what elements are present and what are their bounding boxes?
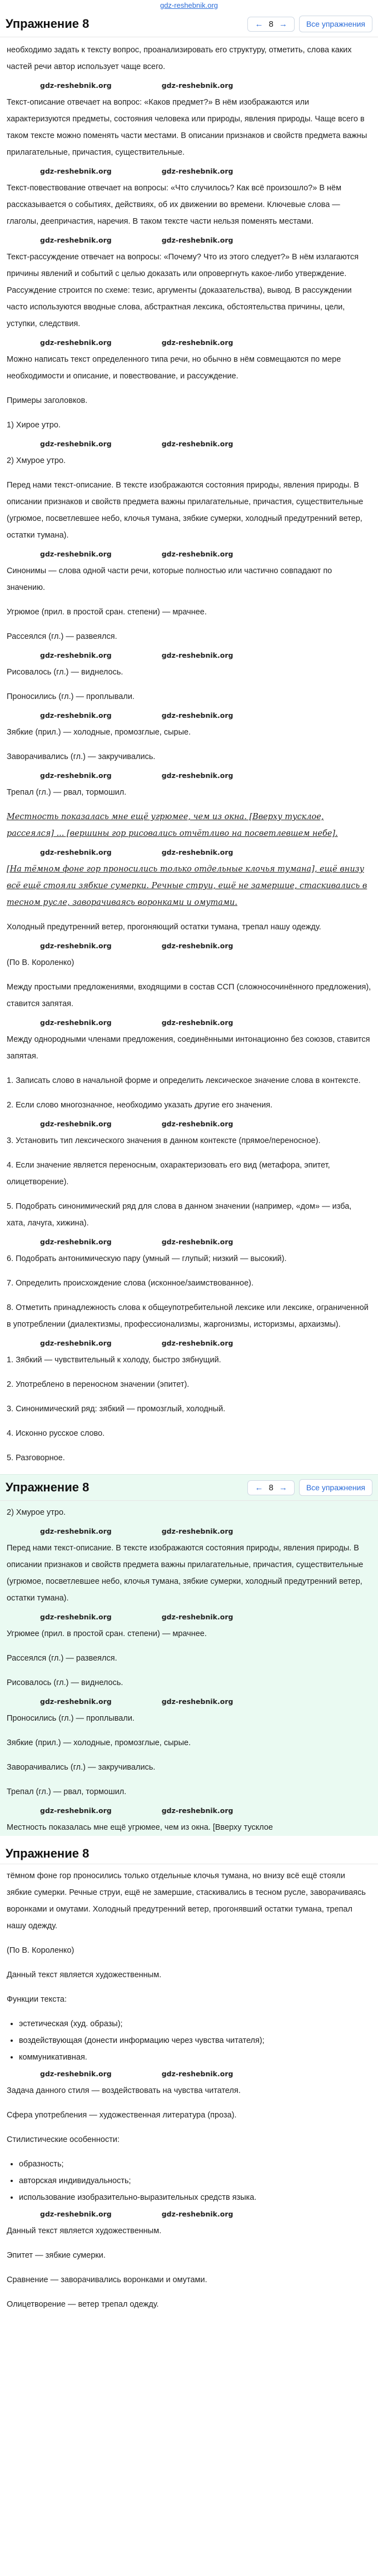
paragraph: 7. Определить происхождение слова (исконное/заимствованное). bbox=[7, 1279, 254, 1288]
watermark-line bbox=[7, 649, 371, 662]
watermark: gdz-reshebnik.org bbox=[40, 2070, 112, 2078]
watermark: gdz-reshebnik.org bbox=[161, 1697, 233, 1706]
exercise-header bbox=[0, 11, 378, 37]
watermark-line bbox=[7, 1525, 371, 1538]
paragraph: Примеры заголовков. bbox=[7, 396, 88, 405]
solution-content-repeat bbox=[0, 1501, 378, 1836]
paragraph: 2. Употреблено в переносном значении (эпитет). bbox=[7, 1380, 190, 1389]
watermark: gdz-reshebnik.org bbox=[40, 1806, 112, 1815]
paragraph: Угрюмое (прил. в простой сран. степени) — мрачнее. bbox=[7, 608, 207, 617]
exercise-number: 8 bbox=[268, 19, 273, 29]
watermark: gdz-reshebnik.org bbox=[40, 771, 112, 780]
watermark: gdz-reshebnik.org bbox=[161, 338, 233, 347]
paragraph: Текст-повествование отвечает на вопросы: «Что случилось? Как всё произошло?» В нём рассказывается о событиях, действиях, об их движении во времени. Ключевые слова — глаголы, деепричастия, наречия. В таком тексте части нельзя поменять местами. bbox=[7, 184, 342, 226]
watermark: gdz-reshebnik.org bbox=[161, 440, 233, 448]
paragraph: Эпитет — зябкие сумерки. bbox=[7, 2251, 106, 2260]
pager bbox=[247, 1480, 294, 1495]
paragraph: Рисовалось (гл.) — виднелось. bbox=[7, 1678, 123, 1687]
paragraph: Перед нами текст-описание. В тексте изображаются состояния природы, явления природы. В описании признаков и свойств предмета важны прилагательные, причастия, существительные (угрюмое, посветлевшее небо, клочья тумана, зябкие сумерки, холодный предутренний ветер, остатки тумана). bbox=[7, 481, 364, 540]
paragraph: Сфера употребления — художественная литература (проза). bbox=[7, 2111, 237, 2120]
watermark: gdz-reshebnik.org bbox=[161, 236, 233, 244]
watermark-line bbox=[7, 1337, 371, 1349]
paragraph: Текст-описание отвечает на вопрос: «Каков предмет?» В нём изображаются или характеризуются предметы, состояния человека или природы, явления природы. Чаще всего в таком тексте можно поменять части местами. В описании признаков и свойств предмета важны прилагательные, причастия, существительные. bbox=[7, 98, 367, 157]
watermark-line bbox=[7, 1805, 371, 1817]
watermark: gdz-reshebnik.org bbox=[161, 1120, 233, 1128]
paragraph: 2) Хмурое утро. bbox=[7, 1508, 66, 1517]
site-link[interactable]: gdz-reshebnik.org bbox=[160, 1, 218, 9]
list-item: • воздействующая (донести информацию через чувства читателя); bbox=[19, 2032, 371, 2049]
watermark-line bbox=[7, 438, 371, 450]
pager bbox=[247, 17, 294, 32]
watermark: gdz-reshebnik.org bbox=[161, 1806, 233, 1815]
watermark-line bbox=[7, 1236, 371, 1248]
watermark: gdz-reshebnik.org bbox=[40, 848, 112, 856]
list-item: • авторская индивидуальность; bbox=[19, 2173, 371, 2189]
paragraph: Между простыми предложениями, входящими в состав ССП (сложносочинённого предложения), ставится запятая. bbox=[7, 983, 371, 1008]
watermark: gdz-reshebnik.org bbox=[40, 338, 112, 347]
watermark-line bbox=[7, 940, 371, 952]
watermark: gdz-reshebnik.org bbox=[161, 1339, 233, 1347]
paragraph: 2) Хмурое утро. bbox=[7, 456, 66, 465]
watermark: gdz-reshebnik.org bbox=[161, 81, 233, 90]
paragraph: необходимо задать к тексту вопрос, проанализировать его структуру, отметить, слова каких частей речи автор использует чаще всего. bbox=[7, 46, 352, 71]
exercise-number: 8 bbox=[268, 1482, 273, 1493]
next-arrow-icon[interactable]: → bbox=[278, 19, 287, 29]
next-arrow-icon[interactable]: → bbox=[278, 1482, 287, 1493]
list-item: • использование изобразительно-выразительных средств языка. bbox=[19, 2189, 371, 2206]
page-title: Упражнение 8 bbox=[6, 17, 89, 31]
paragraph: 2. Если слово многозначное, необходимо указать другие его значения. bbox=[7, 1101, 273, 1110]
paragraph: Заворачивались (гл.) — закручивались. bbox=[7, 752, 156, 761]
paragraph: Рассеялся (гл.) — развеялся. bbox=[7, 632, 117, 641]
paragraph: Зябкие (прил.) — холодные, промозглые, сырые. bbox=[7, 728, 191, 737]
paragraph: 6. Подобрать антонимическую пару (умный — глупый; низкий — высокий). bbox=[7, 1254, 287, 1263]
sticky-header bbox=[0, 1474, 378, 1501]
watermark: gdz-reshebnik.org bbox=[161, 651, 233, 659]
header-nav bbox=[247, 16, 372, 32]
watermark-line bbox=[7, 80, 371, 92]
list-item: • образность; bbox=[19, 2156, 371, 2173]
watermark: gdz-reshebnik.org bbox=[40, 1339, 112, 1347]
paragraph: Между однородными членами предложения, соединёнными интонационно без союзов, ставится запятая. bbox=[7, 1035, 370, 1061]
paragraph: Заворачивались (гл.) — закручивались. bbox=[7, 1763, 156, 1772]
watermark-line bbox=[7, 165, 371, 178]
watermark: gdz-reshebnik.org bbox=[161, 1613, 233, 1621]
watermark-line bbox=[7, 337, 371, 349]
paragraph: Синонимы — слова одной части речи, которые полностью или частично совпадают по значению. bbox=[7, 567, 332, 592]
watermark-line bbox=[7, 548, 371, 560]
watermark: gdz-reshebnik.org bbox=[40, 1238, 112, 1246]
watermark: gdz-reshebnik.org bbox=[161, 2070, 233, 2078]
prev-arrow-icon[interactable]: ← bbox=[255, 1482, 263, 1493]
paragraph: Данный текст является художественным. bbox=[7, 1971, 162, 1979]
paragraph: Функции текста: bbox=[7, 1995, 67, 2004]
watermark-line bbox=[7, 1611, 371, 1623]
paragraph: Можно написать текст определенного типа речи, но обычно в нём совмещаются по мере необходимости и описание, и повествование, и рассуждение. bbox=[7, 355, 341, 381]
watermark-line bbox=[7, 1696, 371, 1708]
watermark: gdz-reshebnik.org bbox=[40, 236, 112, 244]
paragraph: Олицетворение — ветер трепал одежду. bbox=[7, 2300, 159, 2309]
paragraph: Проносились (гл.) — проплывали. bbox=[7, 692, 135, 701]
list-item: • эстетическая (худ. образы); bbox=[19, 2016, 371, 2032]
watermark: gdz-reshebnik.org bbox=[40, 440, 112, 448]
all-exercises-button[interactable]: Все упражнения bbox=[299, 16, 372, 32]
paragraph: Зябкие (прил.) — холодные, промозглые, сырые. bbox=[7, 1738, 191, 1747]
paragraph: 1. Записать слово в начальной форме и определить лексическое значение слова в контексте. bbox=[7, 1076, 361, 1085]
paragraph: Перед нами текст-описание. В тексте изображаются состояния природы, явления природы. В описании признаков и свойств предмета важны прилагательные, причастия, существительные (угрюмое, посветлевшее небо, клочья тумана, зябкие сумерки, холодный предутренний ветер, остатки тумана). bbox=[7, 1544, 364, 1603]
prev-arrow-icon[interactable]: ← bbox=[255, 19, 263, 29]
syntax-paragraph: [На тёмном фоне гор проносились только отдельные клочья тумана], ещё внизу всё ещё стояли зябкие сумерки. Речные струи, ещё не замершие, стаскивались в тесном русле, заворачиваясь воронками и омутами. bbox=[7, 865, 367, 907]
paragraph: 3. Установить тип лексического значения в данном контексте (прямое/переносное). bbox=[7, 1136, 321, 1145]
syntax-paragraph: Местность показалась мне ещё угрюмее, чем из окна. [Вверху тусклое, рассеялся] ... [вершины гор рисовались отчётливо на посветлевшем небе]. bbox=[7, 812, 338, 838]
watermark: gdz-reshebnik.org bbox=[40, 167, 112, 175]
paragraph: тёмном фоне гор проносились только отдельные клочья тумана, но внизу всё ещё стояли зябкие сумерки. Речные струи, ещё не замершие, стаскивались в тесном русле, заворачиваясь воронками и омутами. Холодный предутренний ветер, прогонявший остатки тумана, трепал нашу одежду. bbox=[7, 1871, 366, 1930]
watermark: gdz-reshebnik.org bbox=[40, 651, 112, 659]
paragraph: 5. Подобрать синонимический ряд для слова в данном значении (например, «дом» — изба, хата, лачуга, хижина). bbox=[7, 1202, 352, 1228]
header-nav bbox=[247, 1479, 372, 1496]
watermark: gdz-reshebnik.org bbox=[40, 1527, 112, 1535]
watermark-line bbox=[7, 1118, 371, 1130]
page-title: Упражнение 8 bbox=[6, 1480, 89, 1494]
watermark-line bbox=[7, 234, 371, 247]
watermark: gdz-reshebnik.org bbox=[40, 1697, 112, 1706]
watermark: gdz-reshebnik.org bbox=[161, 550, 233, 558]
paragraph: 5. Разговорное. bbox=[7, 1454, 65, 1462]
paragraph: (По В. Короленко) bbox=[7, 958, 74, 967]
paragraph: 1. Зябкий — чувствительный к холоду, быстро зябнущий. bbox=[7, 1356, 221, 1365]
exercise-header-bottom bbox=[0, 1844, 378, 1864]
solution-content-analysis bbox=[0, 1864, 378, 2313]
paragraph: 8. Отметить принадлежность слова к общеупотребительной лексике или лексике, ограниченной в употреблении (диалектизмы, профессионализмы, жаргонизмы, историзмы, архаизмы). bbox=[7, 1303, 369, 1329]
paragraph: Задача данного стиля — воздействовать на чувства читателя. bbox=[7, 2086, 241, 2095]
all-exercises-button[interactable]: Все упражнения bbox=[299, 1479, 372, 1496]
paragraph: Стилистические особенности: bbox=[7, 2135, 120, 2144]
features-list bbox=[7, 2156, 371, 2206]
watermark: gdz-reshebnik.org bbox=[40, 711, 112, 720]
paragraph: Угрюмее (прил. в простой сран. степени) — мрачнее. bbox=[7, 1629, 207, 1638]
watermark: gdz-reshebnik.org bbox=[161, 771, 233, 780]
watermark-line bbox=[7, 846, 371, 859]
watermark: gdz-reshebnik.org bbox=[161, 1018, 233, 1027]
solution-content bbox=[0, 37, 378, 1466]
paragraph: 4. Если значение является переносным, охарактеризовать его вид (метафора, эпитет, олицетворение). bbox=[7, 1161, 330, 1186]
paragraph: Рассеялся (гл.) — развеялся. bbox=[7, 1654, 117, 1663]
watermark: gdz-reshebnik.org bbox=[40, 2210, 112, 2218]
list-item: • коммуникативная. bbox=[19, 2049, 371, 2066]
watermark-line bbox=[7, 1017, 371, 1029]
paragraph: Местность показалась мне ещё угрюмее, чем из окна. [Вверху тусклое bbox=[7, 1823, 273, 1832]
paragraph: Проносились (гл.) — проплывали. bbox=[7, 1714, 135, 1723]
watermark: gdz-reshebnik.org bbox=[161, 1527, 233, 1535]
paragraph: Трепал (гл.) — рвал, тормошил. bbox=[7, 788, 127, 797]
watermark: gdz-reshebnik.org bbox=[161, 942, 233, 950]
watermark: gdz-reshebnik.org bbox=[40, 1018, 112, 1027]
watermark: gdz-reshebnik.org bbox=[40, 1613, 112, 1621]
watermark: gdz-reshebnik.org bbox=[161, 848, 233, 856]
watermark: gdz-reshebnik.org bbox=[161, 167, 233, 175]
paragraph: (По В. Короленко) bbox=[7, 1946, 74, 1955]
watermark: gdz-reshebnik.org bbox=[161, 1238, 233, 1246]
watermark: gdz-reshebnik.org bbox=[40, 81, 112, 90]
watermark-line bbox=[7, 2068, 371, 2080]
watermark-line bbox=[7, 770, 371, 782]
paragraph: 1) Хирое утро. bbox=[7, 421, 61, 430]
paragraph: Рисовалось (гл.) — виднелось. bbox=[7, 668, 123, 677]
watermark-line bbox=[7, 710, 371, 722]
watermark: gdz-reshebnik.org bbox=[161, 711, 233, 720]
paragraph: Данный текст является художественным. bbox=[7, 2227, 162, 2235]
watermark-line bbox=[7, 2208, 371, 2220]
paragraph: Трепал (гл.) — рвал, тормошил. bbox=[7, 1787, 127, 1796]
paragraph: Холодный предутренний ветер, прогоняющий остатки тумана, трепал нашу одежду. bbox=[7, 923, 321, 932]
paragraph: 3. Синонимический ряд: зябкий — промозглый, холодный. bbox=[7, 1405, 226, 1413]
watermark: gdz-reshebnik.org bbox=[40, 942, 112, 950]
functions-list bbox=[7, 2016, 371, 2066]
page-title: Упражнение 8 bbox=[6, 1846, 89, 1860]
paragraph: Текст-рассуждение отвечает на вопросы: «Почему? Что из этого следует?» В нём излагаются причины явлений и событий с целью доказать или опровергнуть какое-либо утверждение. Рассуждение строится по схеме: тезис, аргументы (доказательства), вывод. В рассуждении часто используются вводные слова, абстрактная лексика, обстоятельства причины, цели, уступки, следствия. bbox=[7, 253, 359, 328]
watermark: gdz-reshebnik.org bbox=[40, 550, 112, 558]
paragraph: Сравнение — заворачивались воронками и омутами. bbox=[7, 2275, 207, 2284]
watermark: gdz-reshebnik.org bbox=[40, 1120, 112, 1128]
watermark: gdz-reshebnik.org bbox=[161, 2210, 233, 2218]
paragraph: 4. Исконно русское слово. bbox=[7, 1429, 105, 1438]
